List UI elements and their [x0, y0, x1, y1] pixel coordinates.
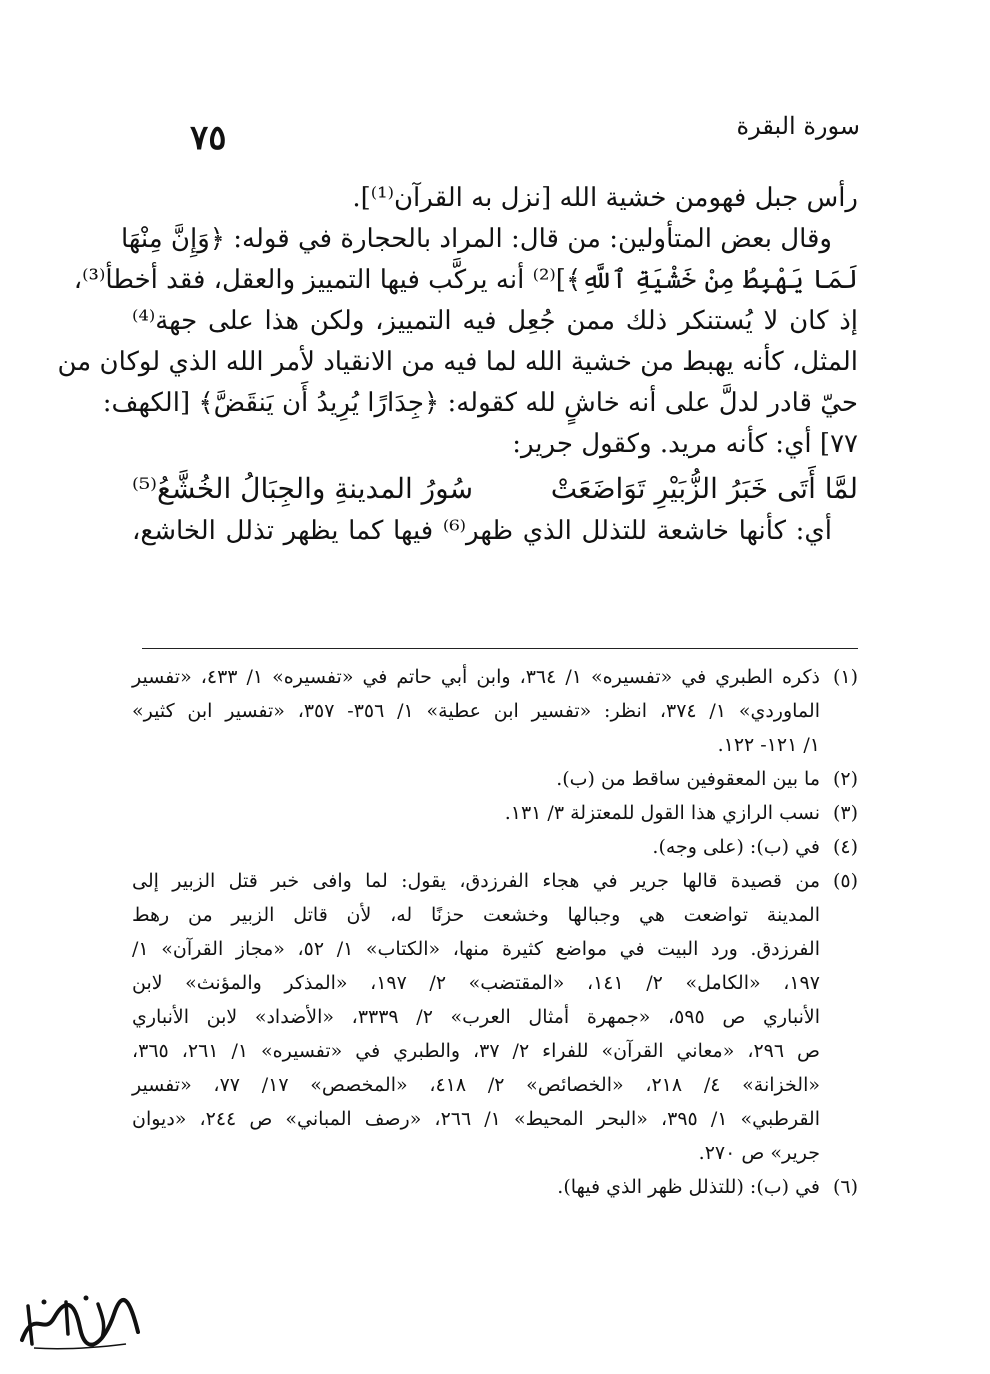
footnote-line: في (ب): (للتذلل ظهر الذي فيها). — [557, 1176, 820, 1198]
footnote-line: الفرزدق. ورد البيت في مواضع كثيرة منها، «الكتاب» ١/ ٥٢، «مجاز القرآن» ١/ — [132, 938, 820, 960]
surah-header-title: سورة البقرة — [736, 112, 860, 140]
body-line-after-verse: أي: كأنها خاشعة للتذلل الذي ظهر⁽⁶⁾ فيها كما يظهر تذلل الخاشع، — [132, 516, 832, 546]
verse-first-hemistich: لمَّا أَتَى خَبَرُ الزُّبَيْرِ تَوَاضَعَتْ — [550, 472, 858, 505]
footnote-line: الأنباري ص ٥٩٥، «جمهرة أمثال العرب» ٢/ ٣٣٣٩، «الأضداد» لابن الأنباري — [132, 1006, 820, 1028]
body-line: وقال بعض المتأولين: من قال: المراد بالحجارة في قوله: ﴿وَإِنَّ مِنْهَا — [120, 224, 832, 254]
footnote-line: القرطبي» ١/ ٣٩٥، «البحر المحيط» ١/ ٢٦٦، «رصف المباني» ص ٢٤٤، «ديوان — [132, 1108, 821, 1130]
footnote-line: جرير» ص ٢٧٠. — [698, 1142, 820, 1164]
footnote — [132, 864, 858, 1170]
footnote-line: ١/ ١٢١- ١٢٢. — [717, 734, 820, 756]
footnote-line: في (ب): (على وجه). — [652, 836, 820, 858]
footnote — [132, 660, 858, 762]
footnote-divider — [142, 648, 858, 649]
footnote-text — [132, 660, 820, 762]
footnote — [132, 830, 858, 864]
footnote-line: ذكره الطبري في «تفسيره» ١/ ٣٦٤، وابن أبي حاتم في «تفسيره» ١/ ٤٣٣، «تفسير — [132, 666, 820, 688]
footnote-number: (١) — [832, 666, 858, 688]
footnote-number: (٢) — [832, 768, 858, 790]
body-line: رأس جبل فهومن خشية الله [نزل به القرآن⁽¹⁾]. — [352, 183, 858, 213]
body-line: ٧٧] أي: كأنه مريد. وكقول جرير: — [512, 429, 858, 459]
footnote-text — [132, 796, 820, 830]
body-line: إذ كان لا يُستنكر ذلك ممن جُعِل فيه التمييز، ولكن هذا على جهة⁽⁴⁾ — [132, 306, 858, 336]
calligraphic-logo-icon — [14, 1288, 144, 1354]
footnote-number: (٥) — [832, 870, 858, 892]
footnote-line: الماوردي» ١/ ٣٧٤، انظر: «تفسير ابن عطية» ١/ ٣٥٦- ٣٥٧، «تفسير ابن كثير» — [132, 700, 820, 722]
footnote-text — [132, 1170, 820, 1204]
page-number: ٧٥ — [190, 118, 227, 158]
footnote-line: ما بين المعقوفين ساقط من (ب). — [556, 768, 820, 790]
footnote — [132, 796, 858, 830]
body-line: المثل، كأنه يهبط من خشية الله لما فيه من الانقياد لأمر الله الذي لوكان من — [57, 347, 858, 377]
footnote-line: المدينة تواضعت هي وجبالها وخشعت حزنًا له، لأن قاتل الزبير من رهط — [132, 904, 820, 926]
footnote-line: من قصيدة قالها جرير في هجاء الفرزدق، يقول: لما وافى خبر قتل الزبير إلى — [132, 870, 820, 892]
footnote-text — [132, 830, 820, 864]
poetry-verse — [132, 467, 858, 511]
body-line: لَمَا يَهْبِطُ مِنْ خَشْيَةِ ٱللَّهِ﴾]⁽²⁾ أنه يركَّب فيها التمييز والعقل، فقد أخطأ⁽³⁾، — [73, 265, 858, 295]
footnote-text — [132, 864, 820, 1170]
body-line: حيّ قادر لدلَّ على أنه خاشٍ لله كقوله: ﴿جِدَارًا يُرِيدُ أَن يَنقَضَّ﴾ [الكهف: — [102, 388, 858, 418]
footnotes — [132, 660, 858, 1204]
footnote — [132, 1170, 858, 1204]
footnote-number: (٣) — [832, 802, 858, 824]
footnote-text — [132, 762, 820, 796]
footnote-number: (٤) — [832, 836, 858, 858]
main-text — [57, 178, 858, 552]
footnote-line: ص ٢٩٦، «معاني القرآن» للفراء ٢/ ٣٧، والطبري في «تفسيره» ١/ ٢٦١، ٣٦٥، — [132, 1040, 821, 1062]
footnote-number: (٦) — [832, 1176, 858, 1198]
footnote-line: ١٩٧، «الكامل» ٢/ ١٤١، «المقتضب» ٢/ ١٩٧، «المذكر والمؤنث» لابن — [132, 972, 820, 994]
footnote-line: «الخزانة» ٤/ ٢١٨، «الخصائص» ٢/ ٤١٨، «المخصص» ١٧/ ٧٧، «تفسير — [132, 1074, 821, 1096]
footnote-line: نسب الرازي هذا القول للمعتزلة ٣/ ١٣١. — [504, 802, 820, 824]
verse-second-hemistich: سُورُ المدينةِ والجِبَالُ الخُشَّعُ⁽⁵⁾ — [132, 472, 474, 505]
footnote — [132, 762, 858, 796]
